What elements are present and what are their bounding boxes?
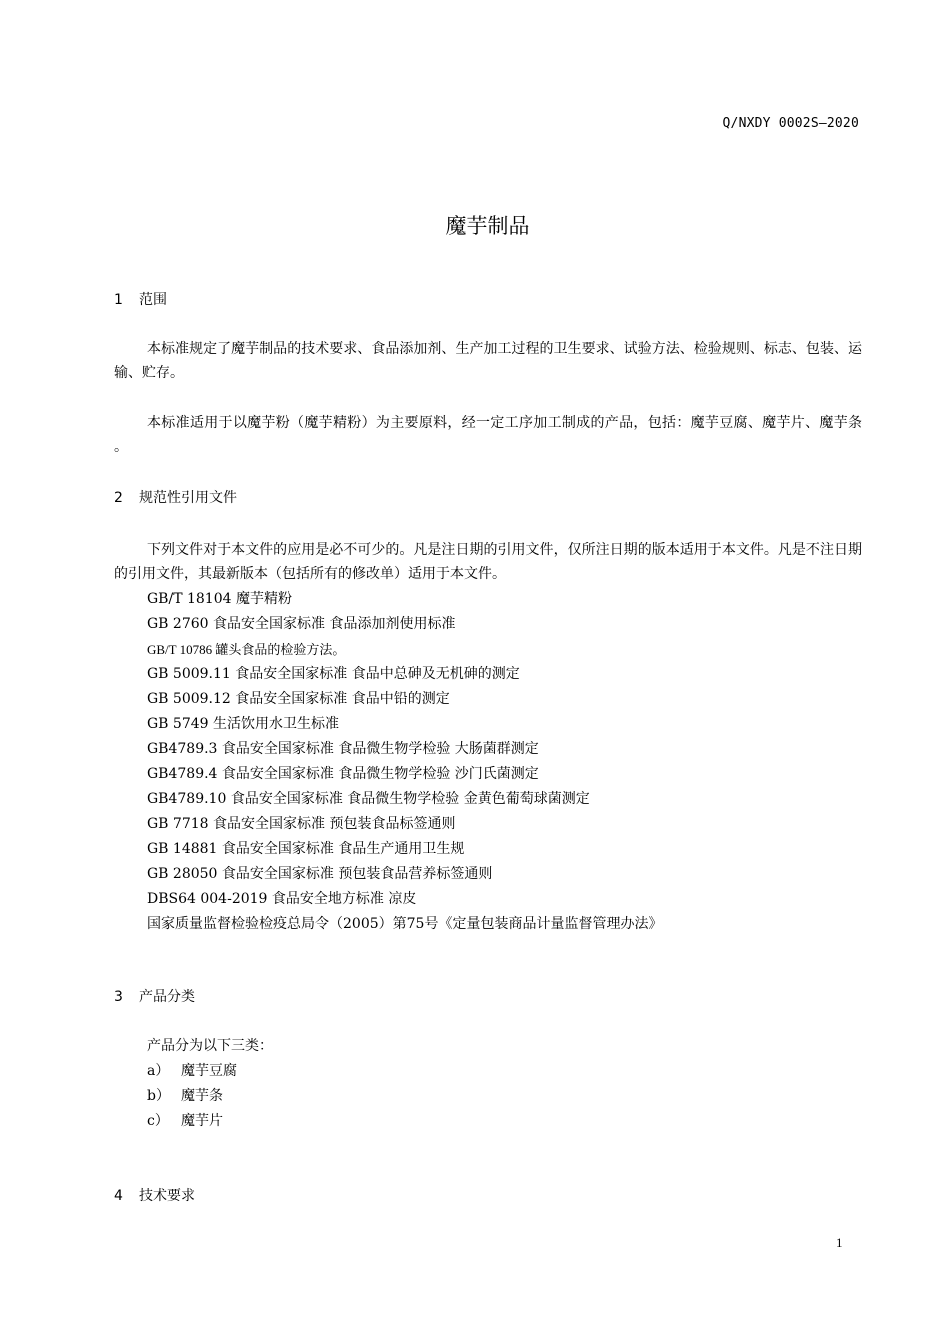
item-text: 魔芋豆腐 bbox=[181, 1063, 237, 1079]
reference-item: GB 5009.11 食品安全国家标准 食品中总砷及无机砷的测定 bbox=[147, 666, 520, 682]
references-intro: 下列文件对于本文件的应用是必不可少的。凡是注日期的引用文件，仅所注日期的版本适用于本文件。凡是不注日期的引用文件，其最新版本（包括所有的修改单）适用于本文件。 bbox=[114, 542, 862, 582]
reference-item: GB 14881 食品安全国家标准 食品生产通用卫生规 bbox=[147, 841, 465, 857]
reference-item: GB 28050 食品安全国家标准 预包装食品营养标签通则 bbox=[147, 866, 493, 882]
reference-item: GB 5749 生活饮用水卫生标准 bbox=[147, 716, 340, 732]
section-4-heading bbox=[114, 1185, 195, 1205]
reference-item: DBS64 004-2019 食品安全地方标准 凉皮 bbox=[147, 891, 417, 907]
product-classification-list bbox=[147, 1034, 273, 1134]
section-number: 1 bbox=[114, 292, 123, 308]
section-title: 产品分类 bbox=[139, 989, 195, 1005]
section-number: 3 bbox=[114, 989, 123, 1005]
section-2-heading bbox=[114, 487, 237, 507]
reference-item: 国家质量监督检验检疫总局令（2005）第75号《定量包装商品计量监督管理办法》 bbox=[147, 916, 663, 932]
section-3-heading bbox=[114, 986, 195, 1006]
reference-item: GB4789.4 食品安全国家标准 食品微生物学检验 沙门氏菌测定 bbox=[147, 766, 539, 782]
section-number: 4 bbox=[114, 1188, 123, 1204]
item-text: 魔芋片 bbox=[181, 1113, 223, 1129]
reference-item: GB4789.10 食品安全国家标准 食品微生物学检验 金黄色葡萄球菌测定 bbox=[147, 791, 590, 807]
reference-item: GB 7718 食品安全国家标准 预包装食品标签通则 bbox=[147, 816, 456, 832]
reference-item: GB4789.3 食品安全国家标准 食品微生物学检验 大肠菌群测定 bbox=[147, 741, 539, 757]
reference-item: GB/T 10786 罐头食品的检验方法。 bbox=[147, 642, 346, 657]
section-number: 2 bbox=[114, 490, 123, 506]
list-item bbox=[147, 1109, 273, 1134]
list-item bbox=[147, 1084, 273, 1109]
page-number: 1 bbox=[836, 1235, 843, 1250]
scope-paragraph-2: 本标准适用于以魔芋粉（魔芋精粉）为主要原料，经一定工序加工制成的产品，包括：魔芋豆腐、魔芋片、魔芋条 。 bbox=[114, 415, 862, 455]
item-text: 魔芋条 bbox=[181, 1088, 223, 1104]
document-code: Q/NXDY 0002S—2020 bbox=[722, 116, 859, 131]
item-label: a） bbox=[147, 1063, 170, 1079]
item-label: b） bbox=[147, 1088, 170, 1104]
item-label: c） bbox=[147, 1113, 169, 1129]
reference-item: GB 5009.12 食品安全国家标准 食品中铅的测定 bbox=[147, 691, 450, 707]
list-item bbox=[147, 1059, 273, 1084]
reference-item: GB/T 18104 魔芋精粉 bbox=[147, 591, 292, 607]
section-title: 范围 bbox=[139, 292, 167, 308]
normative-references bbox=[114, 538, 862, 937]
section-title: 技术要求 bbox=[139, 1188, 195, 1204]
classification-intro: 产品分为以下三类： bbox=[147, 1038, 273, 1054]
section-1-heading bbox=[114, 289, 167, 309]
reference-item: GB 2760 食品安全国家标准 食品添加剂使用标准 bbox=[147, 616, 456, 632]
section-title: 规范性引用文件 bbox=[139, 490, 237, 506]
scope-paragraph-1: 本标准规定了魔芋制品的技术要求、食品添加剂、生产加工过程的卫生要求、试验方法、检验规则、标志、包装、运输、贮存。 bbox=[114, 341, 862, 381]
document-title: 魔芋制品 bbox=[445, 214, 530, 238]
